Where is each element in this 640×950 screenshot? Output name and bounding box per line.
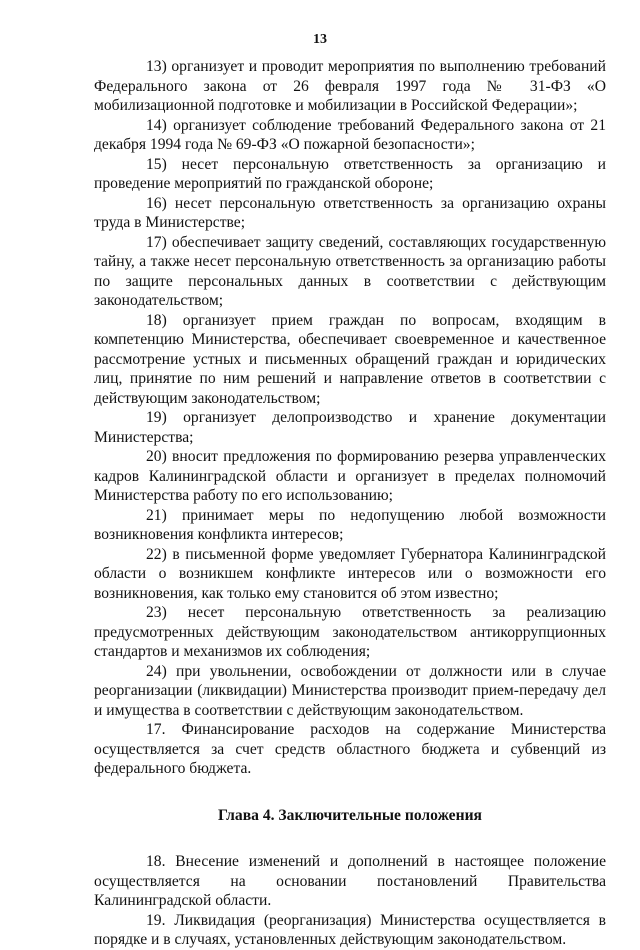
paragraph-item-24: 24) при увольнении, освобождении от должности или в случае реорганизации (ликвидации) Министерства производит прием-передачу дел и имущества в соответствии с действующим законодательством. bbox=[94, 662, 606, 719]
paragraph-item-19: 19) организует делопроизводство и хранение документации Министерства; bbox=[94, 409, 606, 446]
paragraph-item-17: 17) обеспечивает защиту сведений, составляющих государственную тайну, а также несет персональную ответственность за организацию работы по защите персональных данных в соответствии с действующим законодательством; bbox=[94, 233, 606, 309]
paragraph-item-20: 20) вносит предложения по формированию резерва управленческих кадров Калининградской области и организует в пределах полномочий Министерства работу по его использованию; bbox=[94, 448, 606, 504]
paragraph-item-22: 22) в письменной форме уведомляет Губернатора Калининградской области о возникшем конфликте интересов или о возможности его возникновения, как только ему становится об этом известно; bbox=[94, 545, 606, 602]
section-18-amendments: 18. Внесение изменений и дополнений в настоящее положение осуществляется на основании постановлений Правительства Калининградской области. bbox=[94, 853, 606, 909]
paragraph-item-15: 15) несет персональную ответственность за организацию и проведение мероприятий по гражданской обороне; bbox=[94, 155, 606, 192]
section-17-financing: 17. Финансирование расходов на содержание Министерства осуществляется за счет средств областного бюджета и субвенций из федерального бюджета. bbox=[94, 721, 606, 777]
paragraph-item-18: 18) организует прием граждан по вопросам, входящим в компетенцию Министерства, обеспечивает своевременное и качественное рассмотрение устных и письменных обращений граждан и юридических лиц, принятие по ним решений и направление ответов в соответствии с действующим законодательством; bbox=[94, 311, 606, 407]
section-19-liquidation: 19. Ликвидация (реорганизация) Министерства осуществляется в порядке и в случаях, установленных действующим законодательством. bbox=[94, 911, 606, 948]
chapter-heading: Глава 4. Заключительные положения bbox=[218, 806, 482, 824]
paragraph-item-13: 13) организует и проводит мероприятия по выполнению требований Федерального закона от 26 февраля 1997 года № 31-ФЗ «О мобилизационной подготовке и мобилизации в Российской Федерации»; bbox=[94, 58, 606, 114]
page-number: 13 bbox=[313, 32, 327, 47]
paragraph-item-21: 21) принимает меры по недопущению любой возможности возникновения конфликта интересов; bbox=[94, 506, 606, 543]
document-body bbox=[94, 57, 606, 950]
paragraph-item-23: 23) несет персональную ответственность за реализацию предусмотренных действующим законодательством антикоррупционных стандартов и механизмов их соблюдения; bbox=[94, 604, 606, 660]
paragraph-item-16: 16) несет персональную ответственность за организацию охраны труда в Министерстве; bbox=[94, 194, 606, 231]
paragraph-item-14: 14) организует соблюдение требований Федерального закона от 21 декабря 1994 года № 69-ФЗ «О пожарной безопасности»; bbox=[94, 116, 606, 153]
